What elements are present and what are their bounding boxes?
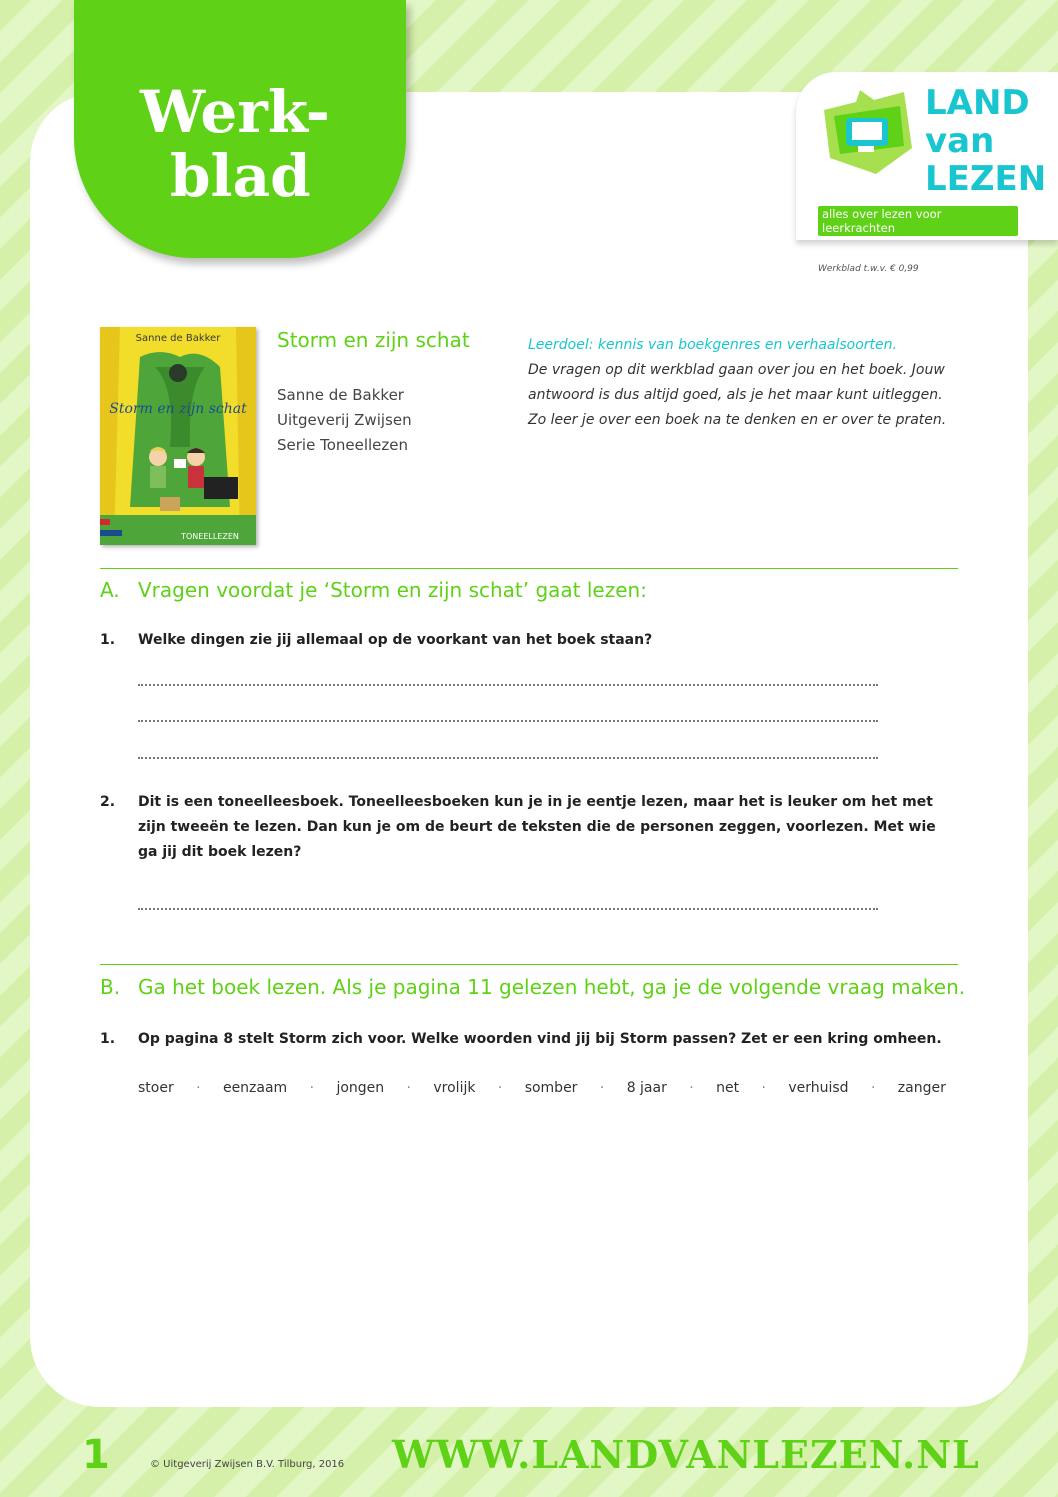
- question-b1-number: 1.: [100, 1031, 116, 1047]
- answer-line-a1-1[interactable]: [138, 684, 878, 686]
- cover-author: Sanne de Bakker: [135, 333, 221, 344]
- section-b-divider: [100, 964, 958, 965]
- word-option[interactable]: stoer: [138, 1080, 174, 1096]
- book-cover-image: [100, 327, 256, 545]
- logo-line1: LAND: [925, 83, 1030, 123]
- logo-line2: van: [925, 121, 995, 161]
- question-a2-number: 2.: [100, 794, 116, 810]
- book-publisher: Uitgeverij Zwijsen: [277, 411, 412, 429]
- learning-goal: [528, 333, 948, 433]
- word-option[interactable]: somber: [524, 1080, 578, 1096]
- section-b-letter: B.: [100, 975, 121, 999]
- section-b-title: Ga het boek lezen. Als je pagina 11 gelezen hebt, ga je de volgende vraag maken.: [138, 975, 966, 999]
- logo-wordmark: [925, 83, 1047, 199]
- website-link[interactable]: WWW.LANDVANLEZEN.NL: [392, 1432, 980, 1477]
- section-a-title: Vragen voordat je ‘Storm en zijn schat’ gaat lezen:: [138, 578, 647, 602]
- word-separator: ·: [599, 1080, 605, 1096]
- learning-goal-body: De vragen op dit werkblad gaan over jou en het boek. Jouw antwoord is dus altijd goed, als je het maar kunt uitleggen. Zo leer je over een boek na te denken en er over te praten.: [528, 362, 947, 428]
- logo-tagline: alles over lezen voor leerkrachten: [818, 206, 1018, 236]
- book-meta: [277, 383, 412, 458]
- word-separator: ·: [309, 1080, 315, 1096]
- cover-series: TONEELLEZEN: [181, 532, 239, 541]
- word-option[interactable]: verhuisd: [788, 1080, 849, 1096]
- section-a-heading: [100, 578, 647, 602]
- book-author: Sanne de Bakker: [277, 386, 404, 404]
- word-option[interactable]: 8 jaar: [626, 1080, 667, 1096]
- section-b-heading: [100, 975, 965, 999]
- section-a-letter: A.: [100, 578, 120, 602]
- word-separator: ·: [497, 1080, 503, 1096]
- page-number: 1: [82, 1432, 110, 1478]
- copyright-notice: © Uitgeverij Zwijsen B.V. Tilburg, 2016: [150, 1459, 345, 1470]
- book-title: Storm en zijn schat: [277, 328, 470, 352]
- question-a2-text: Dit is een toneelleesboek. Toneelleesboeken kun je in je eentje lezen, maar het is leuker om het met zijn tweeën te lezen. Dan kun je om de beurt de teksten die de personen zeggen, voorlezen. Met wie ga jij dit boek lezen?: [138, 794, 936, 860]
- word-separator: ·: [761, 1080, 766, 1096]
- section-a-divider: [100, 568, 958, 569]
- question-a1-text: Welke dingen zie jij allemaal op de voorkant van het boek staan?: [138, 632, 653, 648]
- question-b1-text: Op pagina 8 stelt Storm zich voor. Welke woorden vind jij bij Storm passen? Zet er een kring omheen.: [138, 1031, 942, 1047]
- logo-line3: LEZEN: [925, 159, 1047, 199]
- answer-line-a2-1[interactable]: [138, 908, 878, 910]
- answer-line-a1-3[interactable]: [138, 757, 878, 759]
- word-separator: ·: [196, 1080, 201, 1096]
- cover-title: Storm en zijn schat: [109, 401, 247, 417]
- word-option[interactable]: zanger: [897, 1080, 946, 1096]
- answer-line-a1-2[interactable]: [138, 720, 878, 722]
- tv-logo-icon: [816, 88, 916, 178]
- page-panel: [30, 92, 1047, 1407]
- question-a1-number: 1.: [100, 632, 116, 648]
- word-option[interactable]: vrolijk: [433, 1080, 476, 1096]
- worksheet-title-line1: Werk-: [140, 78, 330, 146]
- word-separator: ·: [406, 1080, 411, 1096]
- word-choice-row: [138, 1080, 946, 1096]
- learning-goal-title: Leerdoel: kennis van boekgenres en verhaalsoorten.: [528, 337, 897, 353]
- worksheet-price: Werkblad t.w.v. € 0,99: [818, 264, 919, 274]
- word-option[interactable]: net: [716, 1080, 740, 1096]
- word-option[interactable]: jongen: [336, 1080, 385, 1096]
- worksheet-title-line2: blad: [170, 142, 311, 210]
- word-separator: ·: [689, 1080, 694, 1096]
- word-separator: ·: [870, 1080, 876, 1096]
- book-series: Serie Toneellezen: [277, 436, 409, 454]
- word-option[interactable]: eenzaam: [222, 1080, 288, 1096]
- worksheet-title: [140, 80, 360, 208]
